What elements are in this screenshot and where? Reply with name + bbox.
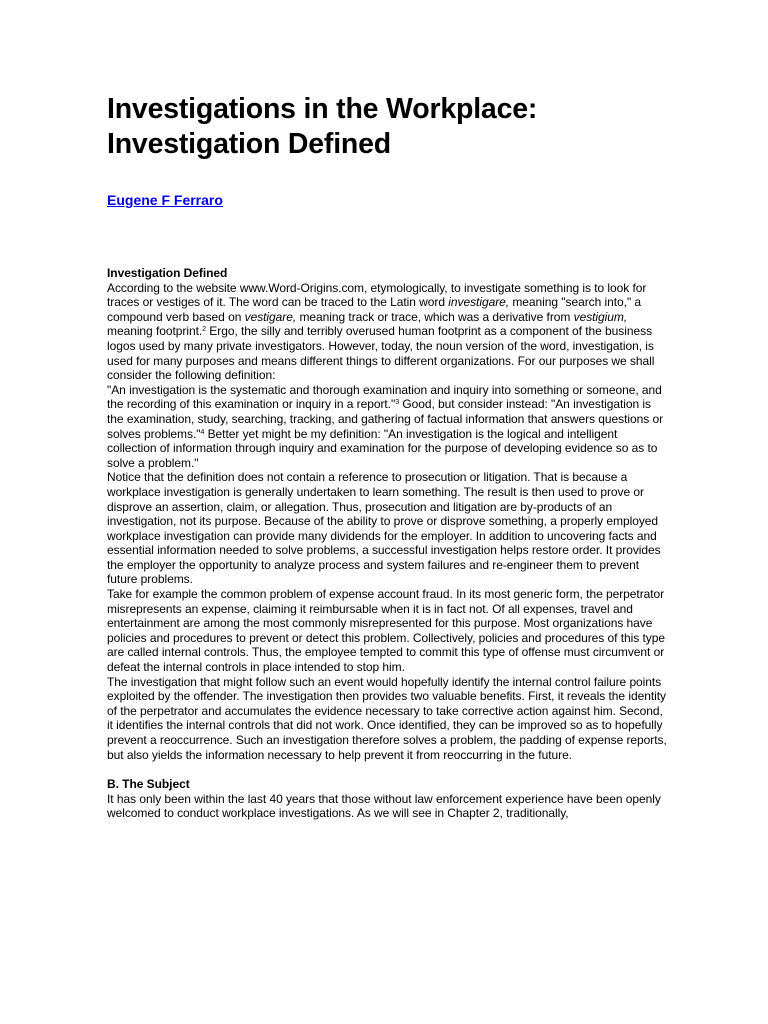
footnote-ref-2: 2	[202, 326, 207, 334]
p1-text-a: According to the website www.Word-Origins.com, etymologically, to investigate something is to look for traces or vestiges of it. The word can be traced to the Latin word	[107, 280, 647, 310]
p1-text-b: meaning "search into," a compound verb based on	[107, 295, 642, 324]
p2-text-b: Good, but consider instead: "An investigation is the examination, study, searching, tracking, and gathering of factual information that answers questions or solves problems."	[107, 397, 664, 441]
p1-italic-vestigare: vestigare,	[244, 309, 297, 324]
footnote-ref-3: 3	[395, 399, 400, 407]
p1-text-e: Ergo, the silly and terribly overused human footprint as a component of the business logos used by many private investigators. However, today, the noun version of the word, investigation, is used for many purposes and means different things to different organizations. For our purposes we shall consider the following definition:	[107, 324, 655, 383]
p2-text-c: Better yet might be my definition: "An investigation is the logical and intelligent collection of information through inquiry and examination for the purpose of developing evidence so as to solve a problem."	[107, 426, 658, 470]
p1-italic-investigare: investigare,	[448, 295, 510, 310]
paragraph-2	[107, 383, 667, 471]
author-link[interactable]: Eugene F Ferraro	[107, 192, 223, 208]
document-page	[107, 92, 667, 821]
footnote-ref-4: 4	[200, 428, 205, 436]
section-heading: Investigation Defined	[107, 266, 228, 280]
paragraph-4: Take for example the common problem of expense account fraud. In its most generic form, the perpetrator misrepresents an expense, claiming it reimbursable when it is in fact not. Of all expenses, travel and entertainment are among the most commonly misrepresented for this purpose. Most organizations have policies and procedures to prevent or detect this problem. Collectively, policies and procedures of this type are called internal controls. Thus, the employee tempted to commit this type of offense must circumvent or defeat the internal controls in place intended to stop him.	[107, 587, 665, 675]
p1-text-c: meaning track or trace, which was a derivative from	[296, 309, 574, 324]
paragraph-3: Notice that the definition does not contain a reference to prosecution or litigation. That is because a workplace investigation is generally undertaken to learn something. The result is then used to prove or disprove an assertion, claim, or allegation. Thus, prosecution and litigation are by-products of an investigation, not its purpose. Because of the ability to prove or disprove something, a properly employed workplace investigation can provide many dividends for the employer. In addition to uncovering facts and essential information needed to solve problems, a successful investigation helps restore order. It provides the employer the opportunity to analyze process and system failures and re-engineer them to prevent future problems.	[107, 470, 661, 587]
document-title	[107, 92, 667, 162]
title-line-1: Investigations in the Workplace:	[107, 93, 538, 125]
author-byline	[107, 191, 667, 209]
paragraph-6: It has only been within the last 40 years that those without law enforcement experience have been openly welcomed to conduct workplace investigations. As we will see in Chapter 2, traditionally,	[107, 791, 661, 821]
paragraph-1	[107, 281, 667, 383]
p1-text-d: meaning footprint.	[107, 324, 203, 339]
p2-text-a: "An investigation is the systematic and thorough examination and inquiry into something or someone, and the recording of this examination or inquiry in a report."	[107, 382, 662, 412]
subheading-the-subject: B. The Subject	[107, 777, 190, 792]
paragraph-5: The investigation that might follow such an event would hopefully identify the internal control failure points exploited by the offender. The investigation then provides two valuable benefits. First, it reveals the identity of the perpetrator and accumulates the evidence necessary to take corrective action against him. Second, it identifies the internal controls that did not work. Once identified, they can be improved so as to hopefully prevent a reoccurrence. Such an investigation therefore solves a problem, the padding of expense reports, but also yields the information necessary to help prevent it from reoccurring in the future.	[107, 674, 667, 762]
title-line-2: Investigation Defined	[107, 128, 392, 160]
p1-italic-vestigium: vestigium,	[573, 309, 628, 324]
